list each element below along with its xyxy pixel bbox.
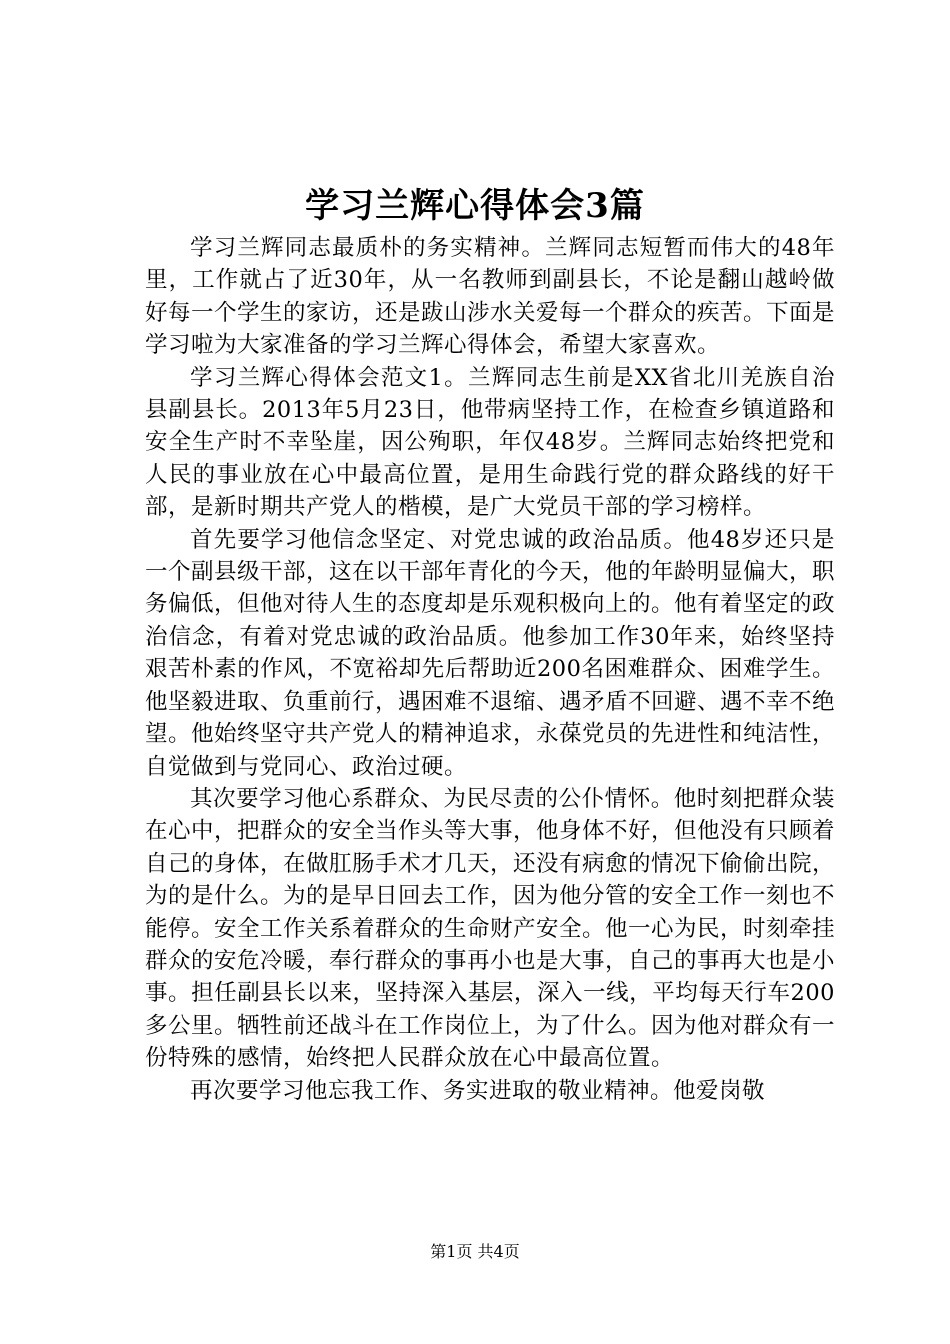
paragraph-second-point: 其次要学习他心系群众、为民尽责的公仆情怀。他时刻把群众装在心中，把群众的安全当作头等大事，他身体不好，但他没有只顾着自己的身体，在做肛肠手术才几天，还没有病愈的情况下偷偷出院，为的是什么。为的是早日回去工作，因为他分管的安全工作一刻也不能停。安全工作关系着群众的生命财产安全。他一心为民，时刻牵挂群众的安危冷暖，奉行群众的事再小也是大事，自己的事再大也是小事。担任副县长以来，坚持深入基层，深入一线，平均每天行车200多公里。牺牲前还战斗在工作岗位上，为了什么。因为他对群众有一份特殊的感情，始终把人民群众放在心中最高位置。 [145,785,836,1072]
document-title: 学习兰辉心得体会3篇 [305,186,645,226]
page-number-footer: 第1页 共4页 [430,1242,520,1261]
paragraph-intro: 学习兰辉同志最质朴的务实精神。兰辉同志短暂而伟大的48年里，工作就占了近30年，从一名教师到副县长，不论是翻山越岭做好每一个学生的家访，还是跋山涉水关爱每一个群众的疾苦。下面是学习啦为大家准备的学习兰辉心得体会，希望大家喜欢。 [145,235,836,359]
document-body [145,232,835,1107]
paragraph-third-point: 再次要学习他忘我工作、务实进取的敬业精神。他爱岗敬 [190,1077,766,1104]
paragraph-sample-1: 学习兰辉心得体会范文1。兰辉同志生前是XX省北川羌族自治县副县长。2013年5月23日，他带病坚持工作，在检查乡镇道路和安全生产时不幸坠崖，因公殉职，年仅48岁。兰辉同志始终把党和人民的事业放在心中最高位置，是用生命践行党的群众路线的好干部，是新时期共产党人的楷模，是广大党员干部的学习榜样。 [145,364,835,521]
paragraph-first-point: 首先要学习他信念坚定、对党忠诚的政治品质。他48岁还只是一个副县级干部，这在以干部年青化的今天，他的年龄明显偏大，职务偏低，但他对待人生的态度却是乐观积极向上的。他有着坚定的政治信念，有着对党忠诚的政治品质。他参加工作30年来，始终坚持艰苦朴素的作风，不宽裕却先后帮助近200名困难群众、困难学生。他坚毅进取、负重前行，遇困难不退缩、遇矛盾不回避、遇不幸不绝望。他始终坚守共产党人的精神追求，永葆党员的先进性和纯洁性，自觉做到与党同心、政治过硬。 [145,526,836,780]
